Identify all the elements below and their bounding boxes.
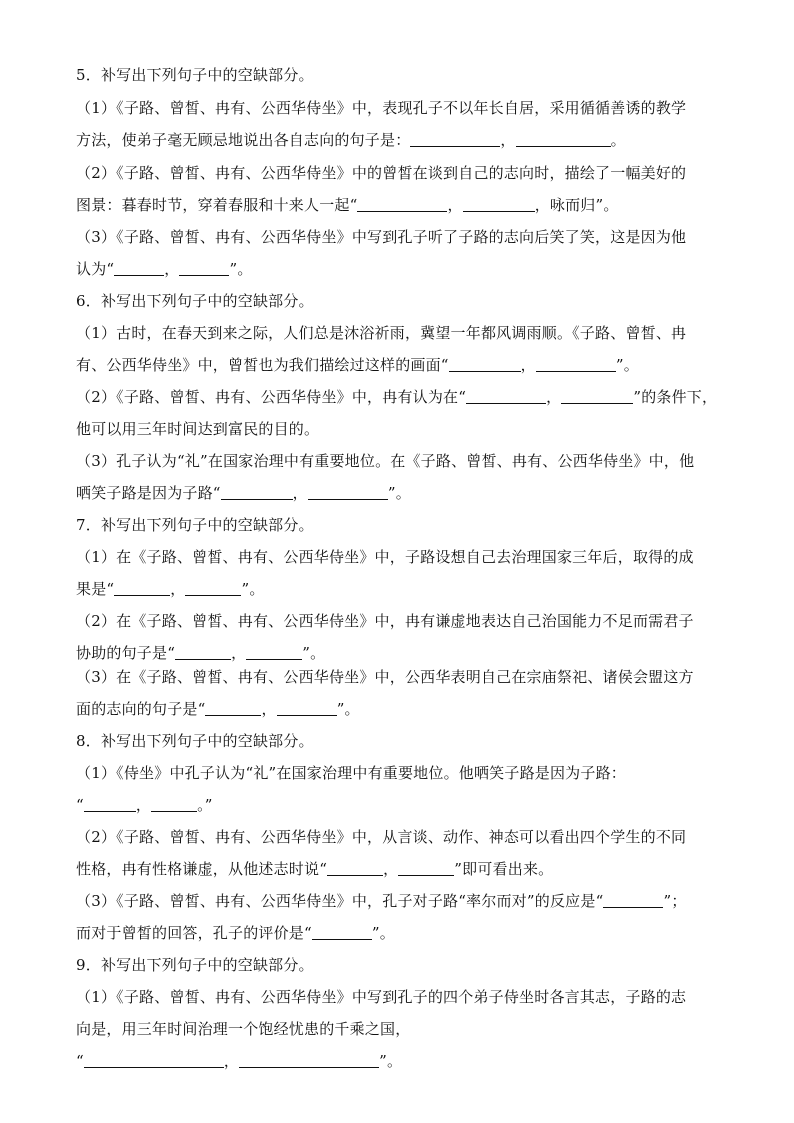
q5-part2-line2: 图景：暮春时节，穿着春服和十来人一起“ ， ，咏而归”。 bbox=[76, 196, 619, 214]
q5-part2-line1: （2）《子路、曾皙、冉有、公西华侍坐》中的曾皙在谈到自己的志向时，描绘了一幅美好的 bbox=[76, 164, 687, 182]
answer-blank[interactable] bbox=[603, 892, 663, 908]
answer-blank[interactable] bbox=[327, 860, 383, 876]
q8-part3-line1: （3）《子路、曾皙、冉有、公西华侍坐》中，孔子对子路“率尔而对”的反应是“ ”； bbox=[76, 892, 687, 910]
q8-part1-line2: “ ， 。” bbox=[76, 796, 213, 814]
q7-part2-line2: 协助的句子是“ ， ”。 bbox=[76, 644, 326, 662]
q7-part3-line2: 面的志向的句子是“ ， ”。 bbox=[76, 700, 360, 718]
q6-part1-line2: 有、公西华侍坐》中，曾皙也为我们描绘过这样的画面“ ， ”。 bbox=[76, 356, 639, 374]
q9-part1-line2: 向是，用三年时间治理一个饱经忧患的千乘之国， bbox=[76, 1020, 411, 1038]
q5-part3-line2: 认为“ ， ”。 bbox=[76, 260, 253, 278]
answer-blank[interactable] bbox=[179, 260, 229, 276]
answer-blank[interactable] bbox=[114, 580, 170, 596]
answer-blank[interactable] bbox=[205, 700, 261, 716]
answer-blank[interactable] bbox=[536, 356, 616, 372]
q7-part3-line1: （3）在《子路、曾皙、冉有、公西华侍坐》中，公西华表明自己在宗庙祭祀、诸侯会盟这方 bbox=[76, 668, 694, 686]
answer-blank[interactable] bbox=[239, 1052, 379, 1068]
answer-blank[interactable] bbox=[357, 196, 447, 212]
answer-blank[interactable] bbox=[410, 131, 500, 147]
answer-blank[interactable] bbox=[84, 796, 136, 812]
q7-part1-line1: （1）在《子路、曾皙、冉有、公西华侍坐》中，子路设想自己去治理国家三年后，取得的成 bbox=[76, 548, 694, 566]
q9-part1-line3: “ ， ”。 bbox=[76, 1052, 403, 1070]
q7-part1-line2: 果是“ ， ”。 bbox=[76, 580, 265, 598]
q6-part3-line2: 哂笑子路是因为子路“ ， ”。 bbox=[76, 484, 411, 502]
q5-title: 5．补写出下列句子中的空缺部分。 bbox=[76, 66, 314, 84]
q9-part1-line1: （1）《子路、曾皙、冉有、公西华侍坐》中写到孔子的四个弟子侍坐时各言其志，子路的志 bbox=[76, 988, 687, 1006]
answer-blank[interactable] bbox=[449, 356, 521, 372]
q9-title: 9．补写出下列句子中的空缺部分。 bbox=[76, 956, 314, 974]
q6-part1-line1: （1）古时，在春天到来之际，人们总是沐浴祈雨，冀望一年都风调雨顺。《子路、曾皙、冉 bbox=[76, 324, 687, 342]
answer-blank[interactable] bbox=[308, 484, 388, 500]
q6-title: 6．补写出下列句子中的空缺部分。 bbox=[76, 292, 314, 310]
answer-blank[interactable] bbox=[561, 388, 633, 404]
q6-part2-line2: 他可以用三年时间达到富民的目的。 bbox=[76, 420, 320, 438]
q8-part2-line1: （2）《子路、曾皙、冉有、公西华侍坐》中，从言谈、动作、神态可以看出四个学生的不同 bbox=[76, 828, 687, 846]
answer-blank[interactable] bbox=[398, 860, 454, 876]
answer-blank[interactable] bbox=[466, 388, 546, 404]
answer-blank[interactable] bbox=[463, 196, 535, 212]
answer-blank[interactable] bbox=[175, 644, 231, 660]
q8-part2-line2: 性格，冉有性格谦虚，从他述志时说“ ， ”即可看出来。 bbox=[76, 860, 554, 878]
answer-blank[interactable] bbox=[312, 924, 372, 940]
q7-part2-line1: （2）在《子路、曾皙、冉有、公西华侍坐》中，冉有谦虚地表达自己治国能力不足而需君子 bbox=[76, 612, 694, 630]
q8-part3-line2: 而对于曾皙的回答，孔子的评价是“ ”。 bbox=[76, 924, 395, 942]
q7-title: 7．补写出下列句子中的空缺部分。 bbox=[76, 516, 314, 534]
q5-part3-line1: （3）《子路、曾皙、冉有、公西华侍坐》中写到孔子听了子路的志向后笑了笑，这是因为他 bbox=[76, 228, 687, 246]
q6-part2-line1: （2）《子路、曾皙、冉有、公西华侍坐》中，冉有认为在“ ， ”的条件下， bbox=[76, 388, 718, 406]
answer-blank[interactable] bbox=[151, 796, 197, 812]
answer-blank[interactable] bbox=[114, 260, 164, 276]
answer-blank[interactable] bbox=[84, 1052, 224, 1068]
answer-blank[interactable] bbox=[221, 484, 293, 500]
answer-blank[interactable] bbox=[246, 644, 302, 660]
q6-part3-line1: （3）孔子认为“礼”在国家治理中有重要地位。在《子路、曾皙、冉有、公西华侍坐》中，他 bbox=[76, 452, 695, 470]
q5-part1-line1: （1）《子路、曾皙、冉有、公西华侍坐》中，表现孔子不以年长自居，采用循循善诱的教学 bbox=[76, 99, 687, 117]
q5-part1-line2: 方法，使弟子毫无顾忌地说出各自志向的句子是： ， 。 bbox=[76, 131, 626, 149]
answer-blank[interactable] bbox=[185, 580, 241, 596]
answer-blank[interactable] bbox=[277, 700, 337, 716]
answer-blank[interactable] bbox=[516, 131, 611, 147]
q8-part1-line1: （1）《侍坐》中孔子认为“礼”在国家治理中有重要地位。他哂笑子路是因为子路： bbox=[76, 764, 626, 782]
q8-title: 8．补写出下列句子中的空缺部分。 bbox=[76, 732, 314, 750]
